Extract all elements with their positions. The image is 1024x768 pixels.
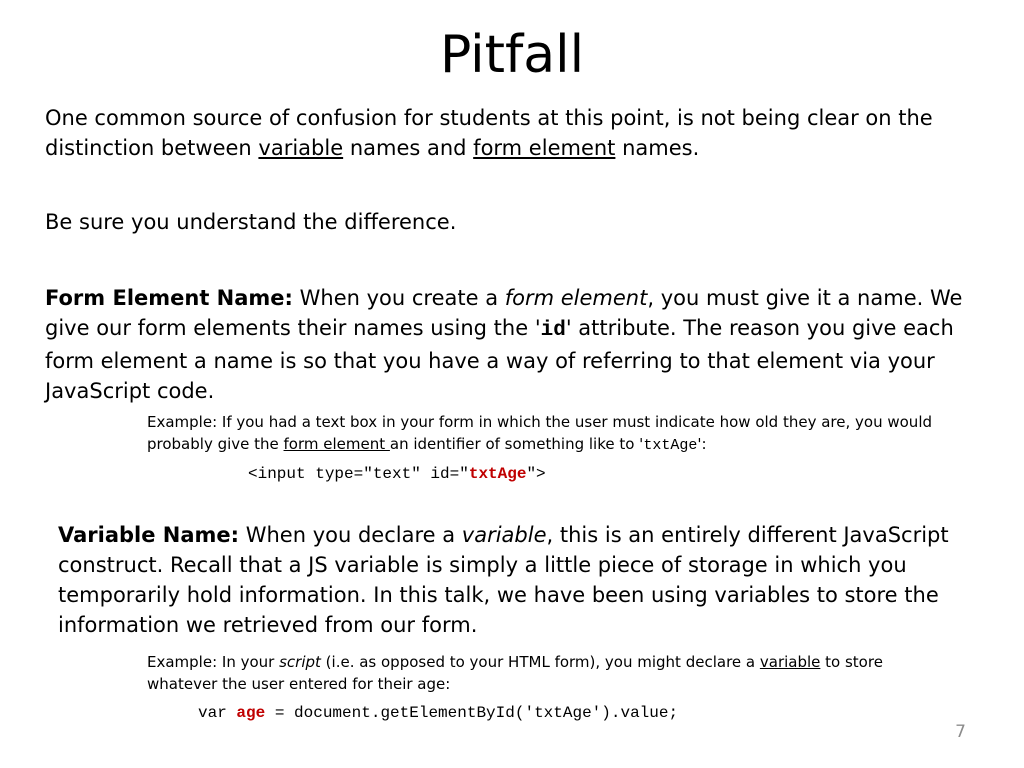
form-element-text-1: When you create a: [292, 286, 505, 310]
variable-text-2: , this is an entirely different JavaScript construct. Recall that a JS variable is simply a little piece of storage in which you temporarily hold information. In this talk, we have been using variables to store the information we retrieved from our form.: [58, 523, 949, 637]
var-example-text-1: Example: In your: [147, 653, 280, 671]
form-element-heading: Form Element Name:: [45, 286, 293, 310]
intro-form-element-term: form element: [473, 136, 616, 160]
form-element-paragraph: [45, 283, 980, 406]
form-element-code-sample: [248, 463, 546, 485]
intro-variable-term: variable: [258, 136, 344, 160]
form-element-em: form element: [504, 286, 648, 310]
form-element-id-code: id: [540, 319, 566, 342]
variable-text-1: When you declare a: [239, 523, 462, 547]
input-code-id: txtAge: [468, 465, 527, 483]
fe-example-text-1: Example: If you had a text box in your form in which the user must indicate how old they are, you would probably give the: [147, 413, 933, 453]
var-code-age: age: [236, 704, 266, 722]
fe-example-code: txtAge: [643, 437, 698, 454]
fe-example-text-2: an identifier of something like to ': [389, 435, 644, 453]
page-number: 7: [955, 722, 966, 742]
var-example-term: variable: [759, 653, 821, 671]
form-element-text-2: , you must give it a name. We give our form elements their names using the ': [45, 286, 963, 340]
fe-example-text-3: ':: [697, 435, 707, 453]
intro-paragraph: [45, 103, 980, 163]
variable-heading: Variable Name:: [58, 523, 240, 547]
intro-text-2: names and: [343, 136, 474, 160]
variable-example: [147, 651, 947, 695]
variable-code-sample: [198, 702, 678, 724]
form-element-text-3: ' attribute. The reason you give each form element a name is so that you have a way of referring to that element via your JavaScript code.: [45, 316, 954, 403]
fe-example-term: form element: [283, 435, 390, 453]
input-code-2: ">: [526, 465, 546, 483]
var-example-script: script: [279, 653, 321, 671]
slide-title: Pitfall: [439, 25, 585, 85]
form-element-example: [147, 411, 947, 457]
intro-text-3: names.: [615, 136, 700, 160]
var-example-text-2: (i.e. as opposed to your HTML form), you might declare a: [320, 653, 760, 671]
variable-paragraph: [58, 520, 958, 640]
input-code-1: <input type="text" id=": [248, 465, 469, 483]
var-code-2: = document.getElementById('txtAge').value;: [265, 704, 679, 722]
intro-note: Be sure you understand the difference.: [45, 210, 457, 234]
intro-text-1: One common source of confusion for students at this point, is not being clear on the distinction between: [45, 106, 933, 160]
variable-em: variable: [461, 523, 547, 547]
var-code-1: var: [198, 704, 237, 722]
var-example-text-3: to store whatever the user entered for their age:: [147, 653, 883, 693]
